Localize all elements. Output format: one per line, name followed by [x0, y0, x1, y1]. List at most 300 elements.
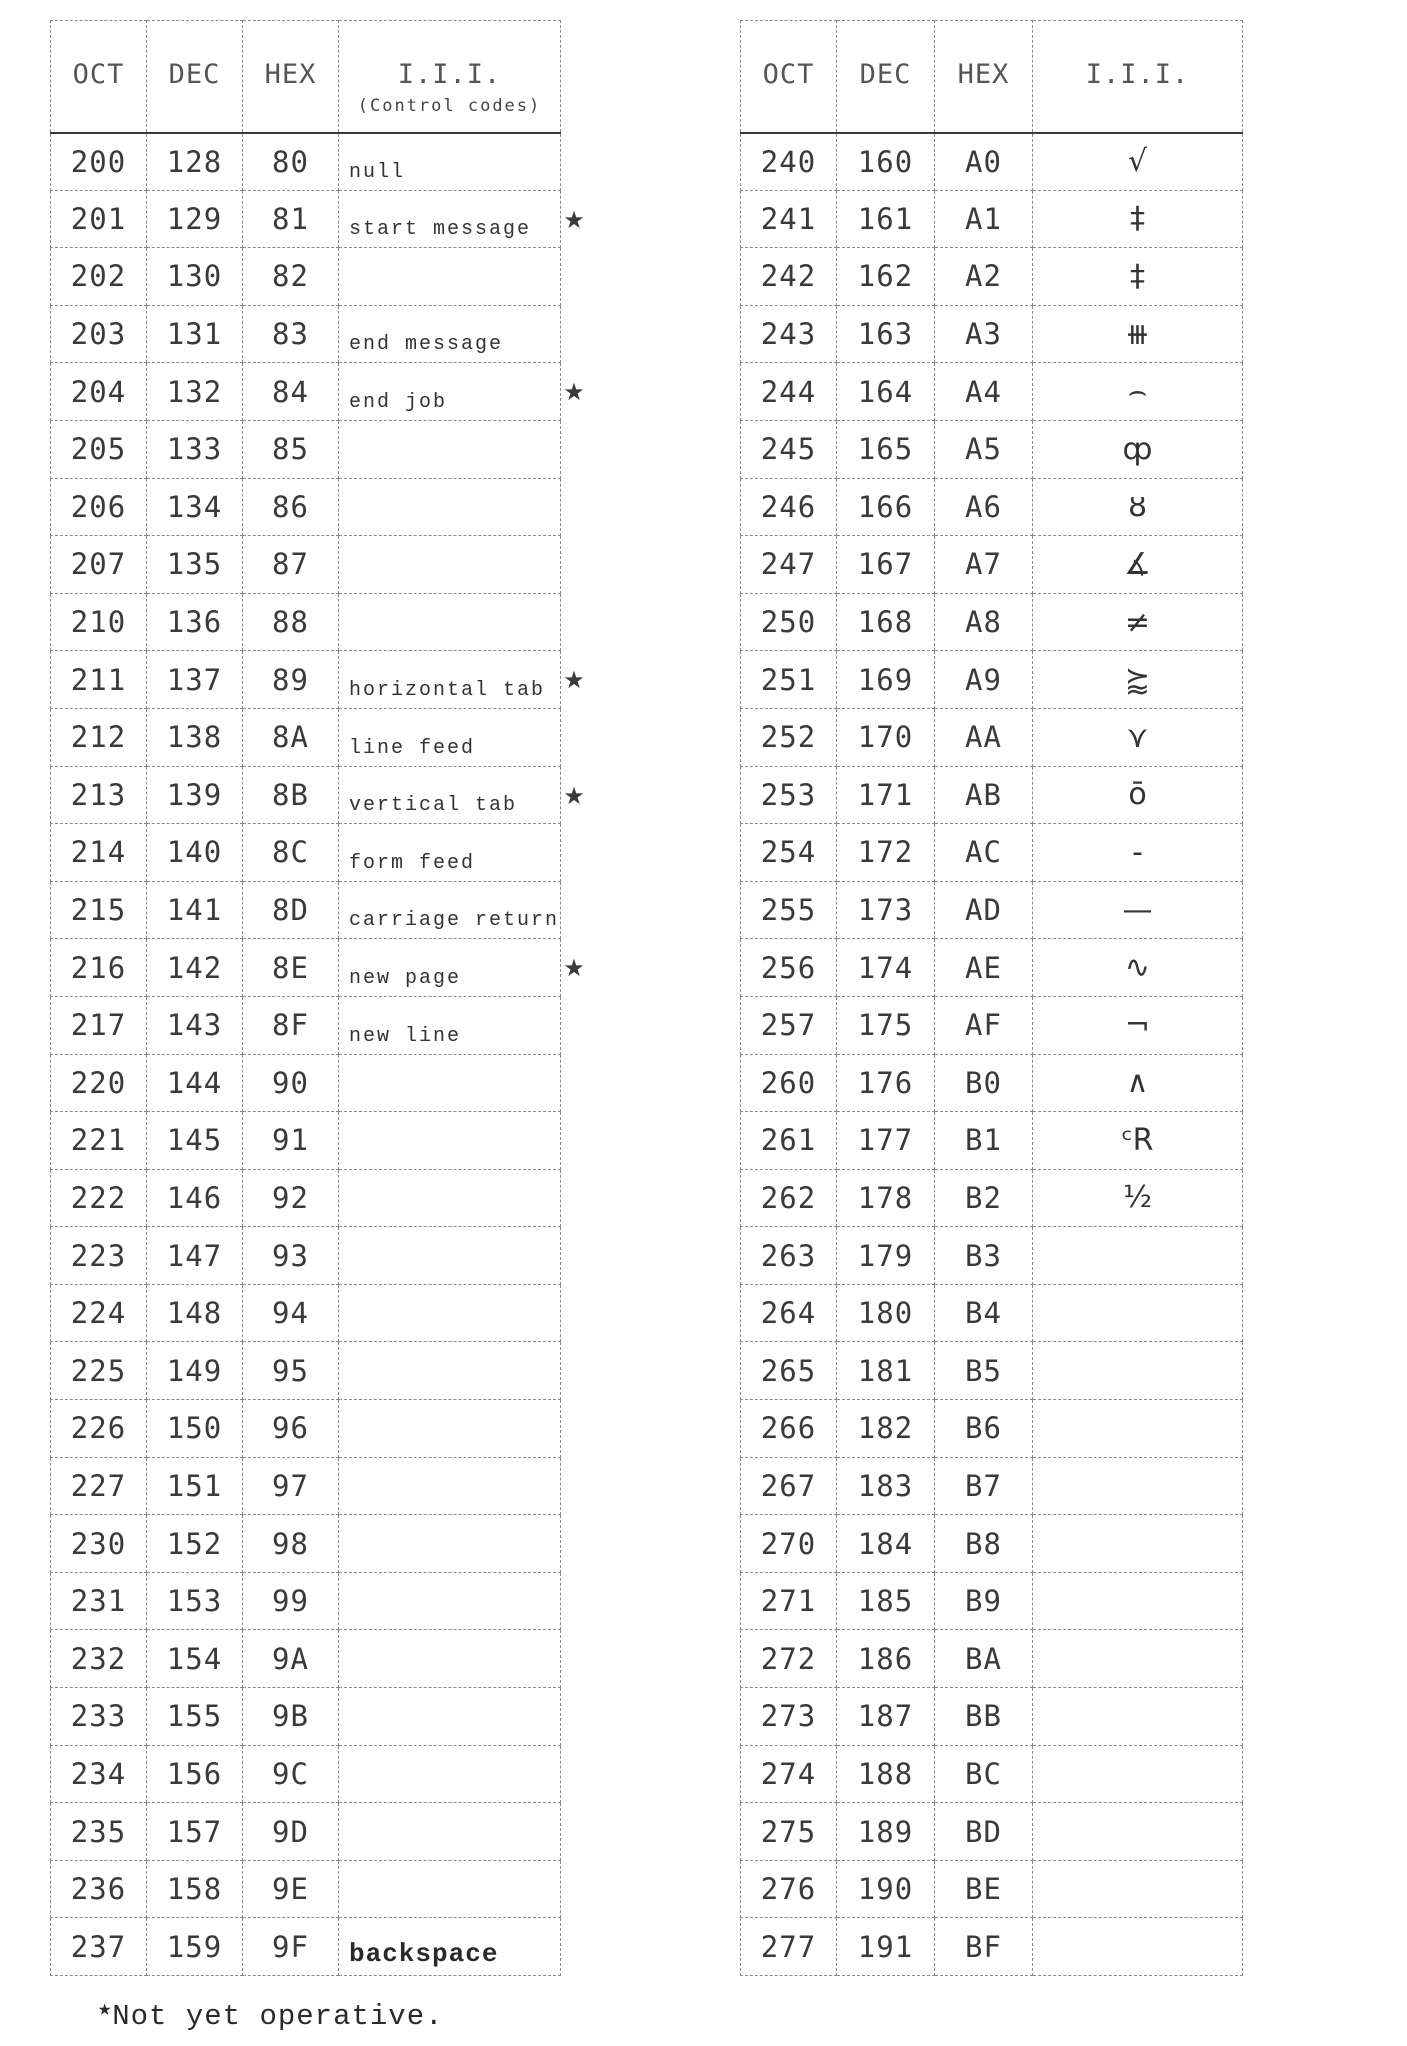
table-row: [51, 996, 561, 1054]
hex-cell: 86: [243, 478, 339, 536]
oct-cell: 221: [51, 1112, 147, 1170]
table-row: [51, 305, 561, 363]
table-row: [741, 766, 1243, 824]
control-code-name: [339, 1169, 561, 1227]
oct-cell: 240: [741, 133, 837, 191]
oct-cell: 203: [51, 305, 147, 363]
table-row: [51, 1054, 561, 1112]
hex-cell: 83: [243, 305, 339, 363]
footnote: [98, 1997, 444, 2033]
dec-cell: 160: [837, 133, 935, 191]
oct-cell: 226: [51, 1400, 147, 1458]
hex-cell: 8F: [243, 996, 339, 1054]
dec-cell: 185: [837, 1572, 935, 1630]
table-row: [51, 593, 561, 651]
symbol-cell: ȹ: [1033, 420, 1243, 478]
symbol-cell: ‡: [1033, 190, 1243, 248]
star-icon: ★: [563, 666, 585, 695]
table-row: [51, 1688, 561, 1746]
oct-cell: 201: [51, 190, 147, 248]
header-iii: I.I.I.: [1033, 21, 1243, 133]
hex-cell: 8D: [243, 881, 339, 939]
dec-cell: 154: [147, 1630, 243, 1688]
hex-cell: 80: [243, 133, 339, 191]
symbol-cell: ⋎: [1033, 708, 1243, 766]
symbol-cell: [1033, 1457, 1243, 1515]
hex-cell: B9: [935, 1572, 1033, 1630]
hex-cell: A4: [935, 363, 1033, 421]
hex-cell: A1: [935, 190, 1033, 248]
table-row: [741, 1227, 1243, 1285]
control-code-name: [339, 593, 561, 651]
hex-cell: A0: [935, 133, 1033, 191]
symbol-cell: ¬: [1033, 996, 1243, 1054]
table-row: [741, 363, 1243, 421]
table-row: [741, 1169, 1243, 1227]
dec-cell: 133: [147, 420, 243, 478]
symbol-cell: √: [1033, 133, 1243, 191]
control-code-name: new line: [339, 996, 561, 1054]
symbol-cell: —: [1033, 881, 1243, 939]
oct-cell: 213: [51, 766, 147, 824]
oct-cell: 202: [51, 248, 147, 306]
dec-cell: 135: [147, 536, 243, 594]
dec-cell: 143: [147, 996, 243, 1054]
control-code-name: [339, 536, 561, 594]
dec-cell: 149: [147, 1342, 243, 1400]
hex-cell: AD: [935, 881, 1033, 939]
control-code-name: line feed: [339, 708, 561, 766]
oct-cell: 231: [51, 1572, 147, 1630]
table-row: [741, 305, 1243, 363]
oct-cell: 260: [741, 1054, 837, 1112]
dec-cell: 168: [837, 593, 935, 651]
oct-cell: 222: [51, 1169, 147, 1227]
table-row: [51, 133, 561, 191]
dec-cell: 153: [147, 1572, 243, 1630]
dec-cell: 186: [837, 1630, 935, 1688]
hex-cell: AA: [935, 708, 1033, 766]
hex-cell: 90: [243, 1054, 339, 1112]
symbol-cell: ō: [1033, 766, 1243, 824]
hex-cell: B4: [935, 1284, 1033, 1342]
header-dec: DEC: [147, 21, 243, 133]
dec-cell: 145: [147, 1112, 243, 1170]
hex-cell: B1: [935, 1112, 1033, 1170]
hex-cell: 88: [243, 593, 339, 651]
oct-cell: 217: [51, 996, 147, 1054]
dec-cell: 166: [837, 478, 935, 536]
symbol-cell: ½: [1033, 1169, 1243, 1227]
symbol-cell: ∧: [1033, 1054, 1243, 1112]
dec-cell: 129: [147, 190, 243, 248]
oct-cell: 247: [741, 536, 837, 594]
control-code-name: end message: [339, 305, 561, 363]
control-code-name: [339, 1572, 561, 1630]
oct-cell: 230: [51, 1515, 147, 1573]
oct-cell: 243: [741, 305, 837, 363]
hex-cell: 84: [243, 363, 339, 421]
footnote-text: Not yet operative.: [112, 2000, 444, 2033]
control-code-name: [339, 1457, 561, 1515]
hex-cell: A8: [935, 593, 1033, 651]
symbol-cell: [1033, 1745, 1243, 1803]
table-row: [741, 1803, 1243, 1861]
hex-cell: 89: [243, 651, 339, 709]
oct-cell: 210: [51, 593, 147, 651]
table-row: [741, 881, 1243, 939]
oct-cell: 246: [741, 478, 837, 536]
table-row: [741, 824, 1243, 882]
oct-cell: 234: [51, 1745, 147, 1803]
hex-cell: AB: [935, 766, 1033, 824]
table-row: [741, 1112, 1243, 1170]
table-row: [51, 1284, 561, 1342]
table-row: [51, 536, 561, 594]
table-row: [51, 1745, 561, 1803]
hex-cell: A9: [935, 651, 1033, 709]
oct-cell: 237: [51, 1918, 147, 1976]
oct-cell: 211: [51, 651, 147, 709]
hex-cell: 9C: [243, 1745, 339, 1803]
dec-cell: 177: [837, 1112, 935, 1170]
dec-cell: 184: [837, 1515, 935, 1573]
oct-cell: 224: [51, 1284, 147, 1342]
oct-cell: 227: [51, 1457, 147, 1515]
table-row: [741, 1457, 1243, 1515]
oct-cell: 267: [741, 1457, 837, 1515]
oct-cell: 233: [51, 1688, 147, 1746]
table-row: [741, 1400, 1243, 1458]
star-icon: ★: [563, 954, 585, 983]
symbol-cell: [1033, 1630, 1243, 1688]
oct-cell: 265: [741, 1342, 837, 1400]
symbol-cell: [1033, 1227, 1243, 1285]
oct-cell: 256: [741, 939, 837, 997]
table-row: [741, 1918, 1243, 1976]
hex-cell: B0: [935, 1054, 1033, 1112]
dec-cell: 136: [147, 593, 243, 651]
hex-cell: 91: [243, 1112, 339, 1170]
header-iii: [339, 21, 561, 133]
hex-cell: B2: [935, 1169, 1033, 1227]
oct-cell: 244: [741, 363, 837, 421]
hex-cell: 93: [243, 1227, 339, 1285]
oct-cell: 276: [741, 1860, 837, 1918]
table-row: [51, 478, 561, 536]
dec-cell: 142: [147, 939, 243, 997]
oct-cell: 242: [741, 248, 837, 306]
table-row: [51, 1803, 561, 1861]
dec-cell: 173: [837, 881, 935, 939]
table-row: [51, 420, 561, 478]
dec-cell: 190: [837, 1860, 935, 1918]
table-row: [51, 708, 561, 766]
symbol-cell: ⧻: [1033, 305, 1243, 363]
dec-cell: 162: [837, 248, 935, 306]
table-row: [51, 824, 561, 882]
table-row: [51, 1112, 561, 1170]
oct-cell: 223: [51, 1227, 147, 1285]
oct-cell: 250: [741, 593, 837, 651]
header-oct: OCT: [741, 21, 837, 133]
hex-cell: A7: [935, 536, 1033, 594]
dec-cell: 148: [147, 1284, 243, 1342]
table-row: [741, 1688, 1243, 1746]
dec-cell: 165: [837, 420, 935, 478]
header-oct: OCT: [51, 21, 147, 133]
symbol-cell: ⪸: [1033, 651, 1243, 709]
table-row: [741, 1342, 1243, 1400]
oct-cell: 200: [51, 133, 147, 191]
dec-cell: 178: [837, 1169, 935, 1227]
symbol-cell: [1033, 1515, 1243, 1573]
control-code-name: [339, 1284, 561, 1342]
hex-cell: A6: [935, 478, 1033, 536]
hex-cell: BD: [935, 1803, 1033, 1861]
control-code-name: [339, 1745, 561, 1803]
dec-cell: 167: [837, 536, 935, 594]
table-row: [51, 651, 561, 709]
header-dec: DEC: [837, 21, 935, 133]
table-row: [741, 1860, 1243, 1918]
oct-cell: 272: [741, 1630, 837, 1688]
control-code-name: null: [339, 133, 561, 191]
symbol-cell: [1033, 1860, 1243, 1918]
control-code-name: vertical tab: [339, 766, 561, 824]
hex-cell: BE: [935, 1860, 1033, 1918]
oct-cell: 232: [51, 1630, 147, 1688]
control-code-name: [339, 420, 561, 478]
symbol-cell: ≠: [1033, 593, 1243, 651]
header-iii-title: I.I.I.: [397, 59, 502, 90]
control-code-name: [339, 1054, 561, 1112]
hex-cell: B6: [935, 1400, 1033, 1458]
table-row: [51, 1342, 561, 1400]
dec-cell: 128: [147, 133, 243, 191]
dec-cell: 164: [837, 363, 935, 421]
table-row: [51, 1630, 561, 1688]
control-codes-table: [50, 20, 561, 1976]
symbol-cell: [1033, 1803, 1243, 1861]
table-row: [741, 248, 1243, 306]
hex-cell: 98: [243, 1515, 339, 1573]
hex-cell: 9B: [243, 1688, 339, 1746]
oct-cell: 274: [741, 1745, 837, 1803]
table-row: [51, 1227, 561, 1285]
oct-cell: 216: [51, 939, 147, 997]
oct-cell: 257: [741, 996, 837, 1054]
table-row: [51, 1515, 561, 1573]
dec-cell: 180: [837, 1284, 935, 1342]
table-row: [51, 1400, 561, 1458]
table-row: [741, 536, 1243, 594]
oct-cell: 252: [741, 708, 837, 766]
dec-cell: 161: [837, 190, 935, 248]
dec-cell: 150: [147, 1400, 243, 1458]
hex-cell: 9A: [243, 1630, 339, 1688]
hex-cell: B5: [935, 1342, 1033, 1400]
table-row: [51, 939, 561, 997]
control-code-name: [339, 1342, 561, 1400]
dec-cell: 170: [837, 708, 935, 766]
dec-cell: 171: [837, 766, 935, 824]
dec-cell: 158: [147, 1860, 243, 1918]
oct-cell: 245: [741, 420, 837, 478]
control-code-name: [339, 1515, 561, 1573]
control-code-name: [339, 1803, 561, 1861]
oct-cell: 207: [51, 536, 147, 594]
hex-cell: 92: [243, 1169, 339, 1227]
oct-cell: 263: [741, 1227, 837, 1285]
symbol-cell: -: [1033, 824, 1243, 882]
table-row: [51, 248, 561, 306]
oct-cell: 275: [741, 1803, 837, 1861]
control-code-name: horizontal tab: [339, 651, 561, 709]
table-row: [51, 190, 561, 248]
dec-cell: 131: [147, 305, 243, 363]
table-row: [741, 133, 1243, 191]
hex-cell: A2: [935, 248, 1033, 306]
symbol-cell: ∿: [1033, 939, 1243, 997]
table-row: [51, 1918, 561, 1976]
table-row: [741, 1745, 1243, 1803]
table-row: [51, 1169, 561, 1227]
hex-cell: A5: [935, 420, 1033, 478]
hex-cell: 8E: [243, 939, 339, 997]
oct-cell: 253: [741, 766, 837, 824]
star-icon: ★: [98, 1997, 113, 2022]
dec-cell: 140: [147, 824, 243, 882]
oct-cell: 254: [741, 824, 837, 882]
symbol-cell: ȣ: [1033, 478, 1243, 536]
symbol-cell: [1033, 1688, 1243, 1746]
table-row: [741, 1630, 1243, 1688]
dec-cell: 138: [147, 708, 243, 766]
oct-cell: 241: [741, 190, 837, 248]
table-row: [51, 1860, 561, 1918]
table-row: [741, 939, 1243, 997]
oct-cell: 235: [51, 1803, 147, 1861]
dec-cell: 159: [147, 1918, 243, 1976]
dec-cell: 191: [837, 1918, 935, 1976]
hex-cell: BA: [935, 1630, 1033, 1688]
hex-cell: 82: [243, 248, 339, 306]
header-iii-subtitle: (Control codes): [357, 96, 542, 116]
table-row: [741, 190, 1243, 248]
oct-cell: 255: [741, 881, 837, 939]
table-row: [741, 478, 1243, 536]
dec-cell: 132: [147, 363, 243, 421]
control-code-name: [339, 1400, 561, 1458]
control-code-name: [339, 248, 561, 306]
dec-cell: 144: [147, 1054, 243, 1112]
hex-cell: 85: [243, 420, 339, 478]
table-row: [51, 881, 561, 939]
oct-cell: 270: [741, 1515, 837, 1573]
control-code-name: [339, 1630, 561, 1688]
oct-cell: 214: [51, 824, 147, 882]
dec-cell: 146: [147, 1169, 243, 1227]
control-code-name: [339, 478, 561, 536]
dec-cell: 163: [837, 305, 935, 363]
dec-cell: 189: [837, 1803, 935, 1861]
character-codes-table: [740, 20, 1243, 1976]
hex-cell: AE: [935, 939, 1033, 997]
star-icon: ★: [563, 781, 585, 810]
hex-cell: 87: [243, 536, 339, 594]
control-code-name: start message: [339, 190, 561, 248]
hex-cell: 9D: [243, 1803, 339, 1861]
dec-cell: 182: [837, 1400, 935, 1458]
control-code-name: [339, 1860, 561, 1918]
symbol-cell: [1033, 1342, 1243, 1400]
table-row: [741, 651, 1243, 709]
control-code-name: [339, 1112, 561, 1170]
control-code-name: carriage return: [339, 881, 561, 939]
oct-cell: 236: [51, 1860, 147, 1918]
table-row: [51, 1572, 561, 1630]
symbol-cell: ∡: [1033, 536, 1243, 594]
dec-cell: 134: [147, 478, 243, 536]
table-row: [741, 1284, 1243, 1342]
table-row: [741, 1572, 1243, 1630]
oct-cell: 206: [51, 478, 147, 536]
symbol-cell: ⌢: [1033, 363, 1243, 421]
header-hex: HEX: [935, 21, 1033, 133]
control-code-name: new page: [339, 939, 561, 997]
hex-cell: BF: [935, 1918, 1033, 1976]
hex-cell: 97: [243, 1457, 339, 1515]
control-code-name: end job: [339, 363, 561, 421]
control-code-name: form feed: [339, 824, 561, 882]
oct-cell: 273: [741, 1688, 837, 1746]
header-hex: HEX: [243, 21, 339, 133]
oct-cell: 264: [741, 1284, 837, 1342]
hex-cell: 99: [243, 1572, 339, 1630]
oct-cell: 262: [741, 1169, 837, 1227]
hex-cell: B8: [935, 1515, 1033, 1573]
dec-cell: 137: [147, 651, 243, 709]
symbol-cell: [1033, 1918, 1243, 1976]
oct-cell: 225: [51, 1342, 147, 1400]
hex-cell: 8A: [243, 708, 339, 766]
table-row: [741, 996, 1243, 1054]
dec-cell: 169: [837, 651, 935, 709]
hex-cell: 8B: [243, 766, 339, 824]
hex-cell: 8C: [243, 824, 339, 882]
dec-cell: 139: [147, 766, 243, 824]
table-row: [741, 1054, 1243, 1112]
hex-cell: B3: [935, 1227, 1033, 1285]
dec-cell: 187: [837, 1688, 935, 1746]
oct-cell: 215: [51, 881, 147, 939]
dec-cell: 151: [147, 1457, 243, 1515]
table-row: [741, 593, 1243, 651]
table-row: [51, 766, 561, 824]
hex-cell: 94: [243, 1284, 339, 1342]
hex-cell: A3: [935, 305, 1033, 363]
hex-cell: 95: [243, 1342, 339, 1400]
table-row: [741, 420, 1243, 478]
dec-cell: 156: [147, 1745, 243, 1803]
dec-cell: 183: [837, 1457, 935, 1515]
table-row: [741, 708, 1243, 766]
dec-cell: 157: [147, 1803, 243, 1861]
oct-cell: 266: [741, 1400, 837, 1458]
oct-cell: 205: [51, 420, 147, 478]
hex-cell: BC: [935, 1745, 1033, 1803]
